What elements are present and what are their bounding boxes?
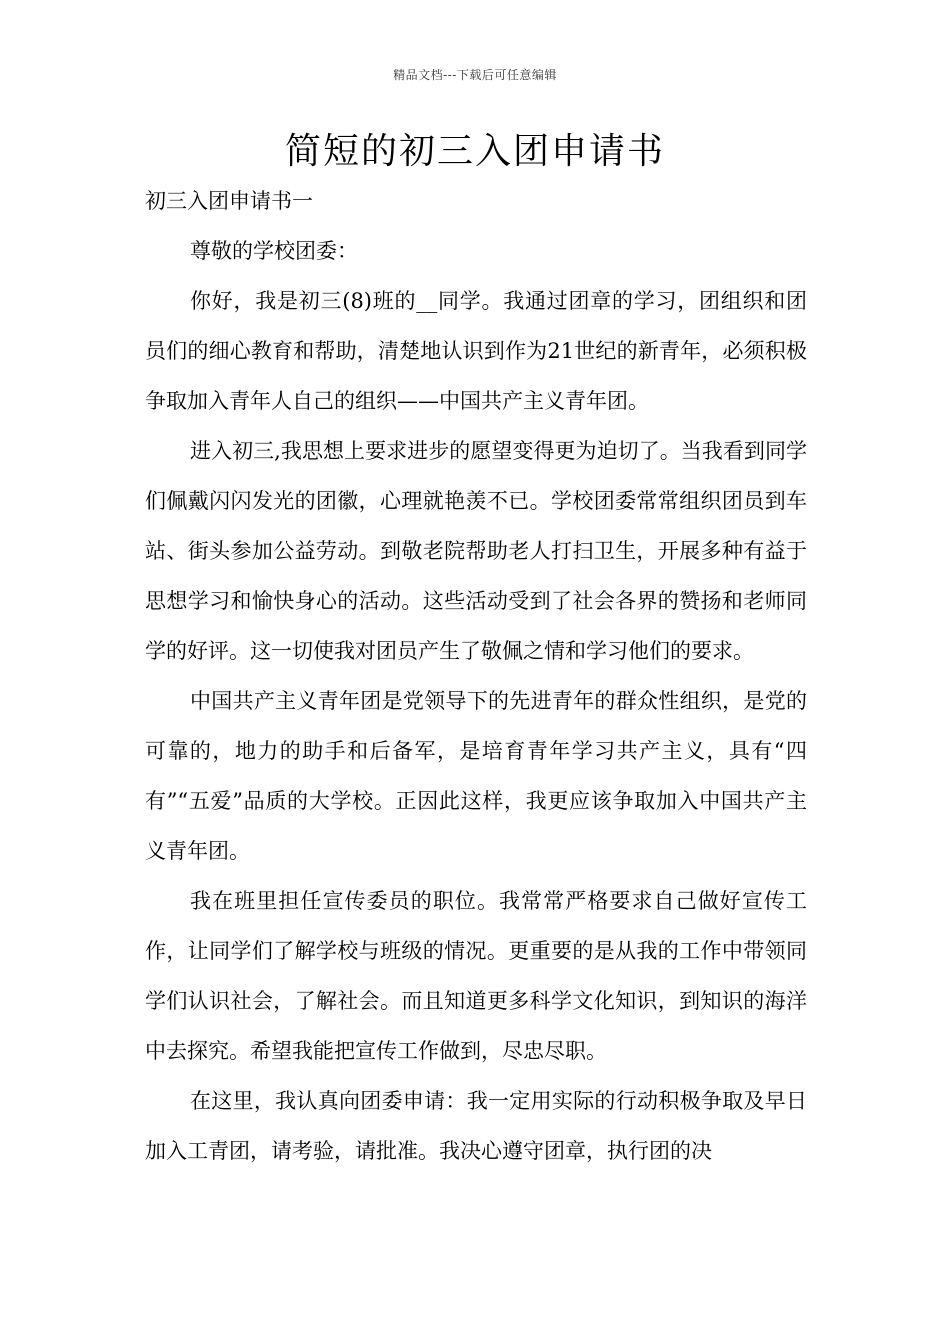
paragraph: 你好，我是初三(8)班的__同学。我通过团章的学习，团组织和团员们的细心教育和帮助，清楚地认识到作为21世纪的新青年，必须积极争取加入青年人自己的组织——中国共产主义青年团。	[145, 289, 807, 413]
salutation: 尊敬的学校团委：	[190, 239, 358, 263]
document-body	[145, 176, 807, 1176]
document-title: 简短的初三入团申请书	[284, 131, 665, 172]
paragraph: 进入初三,我思想上要求进步的愿望变得更为迫切了。当我看到同学们佩戴闪闪发光的团徽，心理就艳羡不已。学校团委常常组织团员到车站、街头参加公益劳动。到敬老院帮助老人打扫卫生，开展多种有益于思想学习和愉快身心的活动。这些活动受到了社会各界的赞扬和老师同学的好评。这一切使我对团员产生了敬佩之情和学习他们的要求。	[145, 439, 807, 663]
section-subheading: 初三入团申请书一	[145, 189, 313, 213]
paragraph: 在这里，我认真向团委申请：我一定用实际的行动积极争取及早日加入工青团，请考验，请批准。我决心遵守团章，执行团的决	[145, 1089, 807, 1163]
paragraph: 我在班里担任宣传委员的职位。我常常严格要求自己做好宣传工作，让同学们了解学校与班级的情况。更重要的是从我的工作中带领同学们认识社会，了解社会。而且知道更多科学文化知识，到知识的海洋中去探究。希望我能把宣传工作做到，尽忠尽职。	[145, 889, 807, 1063]
paragraph: 中国共产主义青年团是党领导下的先进青年的群众性组织，是党的可靠的，地力的助手和后备军，是培育青年学习共产主义，具有“四有”“五爱”品质的大学校。正因此这样，我更应该争取加入中国共产主义青年团。	[145, 689, 807, 863]
header-watermark: 精品文档---下载后可任意编辑	[393, 68, 557, 82]
